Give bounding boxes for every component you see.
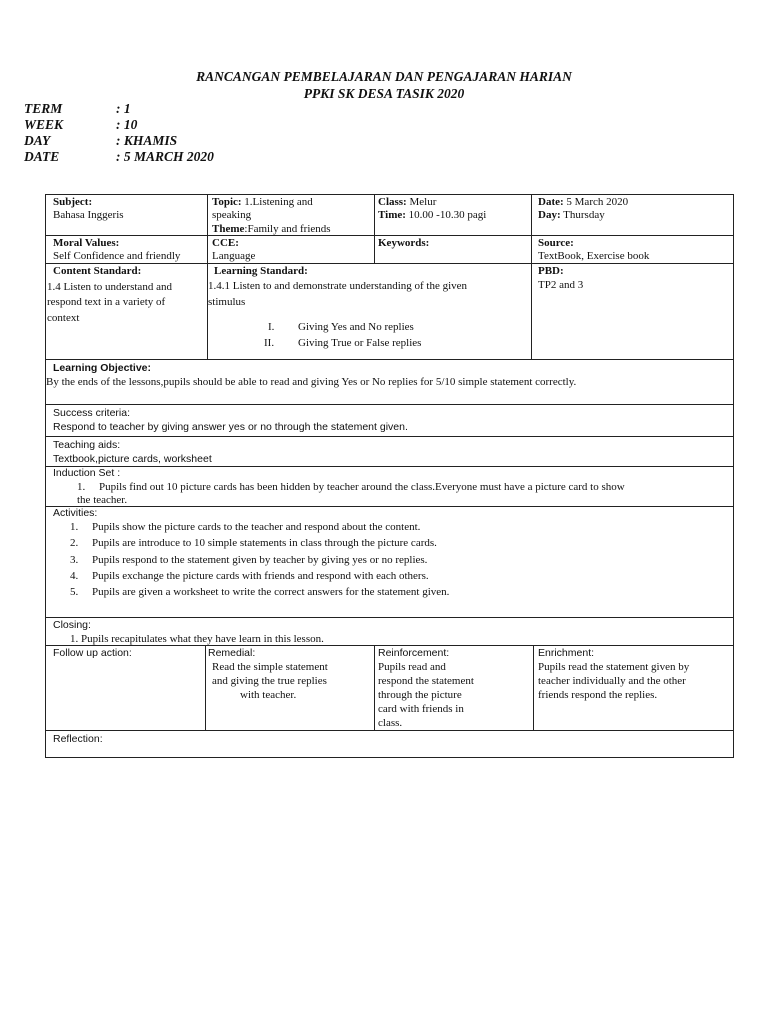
moral-values-value: Self Confidence and friendly: [53, 250, 181, 262]
induction-num: 1.: [77, 481, 86, 493]
col-divider: [207, 194, 208, 360]
reinforcement-label: Reinforcement:: [378, 647, 450, 659]
row-divider: [45, 359, 734, 360]
teaching-aids-text: Textbook,picture cards, worksheet: [53, 453, 212, 465]
day-cell-label: Day:: [538, 209, 561, 221]
day-cell-value: Thursday: [560, 209, 605, 221]
remedial-label: Remedial:: [208, 647, 256, 659]
activity-num: 2.: [70, 537, 79, 549]
theme-value: :Family and friends: [244, 223, 331, 235]
time-field: [378, 208, 486, 222]
row-divider: [45, 436, 734, 437]
activity-item: Pupils are introduce to 10 simple statements in class through the picture cards.: [92, 537, 437, 549]
row-divider: [45, 466, 734, 467]
activity-item: Pupils respond to the statement given by teacher by giving yes or no replies.: [92, 554, 428, 566]
reinforcement-line: Pupils read and: [378, 661, 446, 673]
date-cell-value: 5 March 2020: [563, 196, 629, 208]
theme-label: Theme: [212, 223, 245, 235]
activity-item: Pupils exchange the picture cards with friends and respond with each others.: [92, 570, 429, 582]
learning-standard-label: Learning Standard:: [214, 265, 308, 277]
topic-value: 1.Listening and: [241, 196, 313, 208]
reinforcement-line: card with friends in: [378, 703, 464, 715]
doc-title: RANCANGAN PEMBELAJARAN DAN PENGAJARAN HARIAN: [196, 69, 572, 84]
content-standard-line: respond text in a variety of: [47, 296, 166, 308]
topic-value-cont: speaking: [212, 209, 252, 221]
success-criteria-label: Success criteria:: [53, 407, 131, 419]
pbd-label: PBD:: [538, 265, 564, 277]
day-label: DAY: [24, 133, 51, 148]
activity-num: 1.: [70, 521, 79, 533]
reinforcement-line: class.: [378, 717, 403, 729]
learning-objective-label: Learning Objective:: [53, 362, 152, 374]
theme-field: [212, 222, 331, 236]
term-value: : 1: [116, 101, 131, 116]
date-value: : 5 MARCH 2020: [116, 149, 214, 164]
source-label: Source:: [538, 237, 574, 249]
learning-item-text: Giving True or False replies: [298, 337, 422, 349]
reinforcement-line: through the picture: [378, 689, 462, 701]
closing-text: 1. Pupils recapitulates what they have learn in this lesson.: [70, 633, 324, 645]
activity-num: 5.: [70, 586, 79, 598]
cce-value: Language: [212, 250, 256, 262]
class-value: Melur: [406, 196, 437, 208]
col-divider: [205, 645, 206, 731]
pbd-value: TP2 and 3: [538, 279, 584, 291]
row-divider: [45, 617, 734, 618]
cce-label: CCE:: [212, 237, 239, 249]
follow-up-label: Follow up action:: [53, 647, 132, 659]
enrichment-line: Pupils read the statement given by: [538, 661, 690, 673]
enrichment-line: teacher individually and the other: [538, 675, 686, 687]
date-field: [538, 195, 628, 209]
induction-text: Pupils find out 10 picture cards has been hidden by teacher around the class.Everyone must have a picture card to show: [99, 481, 625, 493]
closing-label: Closing:: [53, 619, 91, 631]
learning-standard-line: stimulus: [208, 296, 246, 308]
learning-item-num: II.: [264, 337, 275, 349]
col-divider: [531, 194, 532, 360]
col-divider: [374, 194, 375, 264]
week-label: WEEK: [24, 117, 64, 132]
induction-text-cont: the teacher.: [77, 494, 128, 506]
doc-subtitle: PPKI SK DESA TASIK 2020: [303, 86, 465, 101]
moral-values-label: Moral Values:: [53, 237, 120, 249]
row-divider: [45, 506, 734, 507]
reinforcement-line: respond the statement: [378, 675, 474, 687]
remedial-line: with teacher.: [240, 689, 297, 701]
content-standard-line: 1.4 Listen to understand and: [47, 281, 172, 293]
row-divider: [45, 404, 734, 405]
success-criteria-text: Respond to teacher by giving answer yes or no through the statement given.: [53, 421, 408, 433]
learning-objective-text: By the ends of the lessons,pupils should be able to read and giving Yes or No replies for 5/10 simple statement correctly.: [46, 376, 577, 388]
learning-item-num: I.: [268, 321, 275, 333]
remedial-line: Read the simple statement: [212, 661, 328, 673]
date-label: DATE: [24, 149, 60, 164]
class-label: Class:: [378, 196, 407, 208]
row-divider: [45, 730, 734, 731]
reflection-label: Reflection:: [53, 733, 103, 745]
induction-set-label: Induction Set :: [53, 467, 121, 479]
enrichment-label: Enrichment:: [538, 647, 595, 659]
date-cell-label: Date:: [538, 196, 564, 208]
remedial-line: and giving the true replies: [212, 675, 327, 687]
topic-label: Topic:: [212, 196, 242, 208]
subject-value: Bahasa Inggeris: [53, 209, 124, 221]
activity-num: 4.: [70, 570, 79, 582]
day-field: [538, 208, 605, 222]
source-value: TextBook, Exercise book: [538, 250, 650, 262]
learning-standard-line: 1.4.1 Listen to and demonstrate understanding of the given: [208, 280, 468, 292]
content-standard-line: context: [47, 312, 80, 324]
topic-field: [212, 195, 313, 209]
activities-label: Activities:: [53, 507, 98, 519]
enrichment-line: friends respond the replies.: [538, 689, 658, 701]
content-standard-label: Content Standard:: [53, 265, 142, 277]
activity-num: 3.: [70, 554, 79, 566]
week-value: : 10: [116, 117, 138, 132]
row-divider: [45, 263, 734, 264]
time-value: 10.00 -10.30 pagi: [405, 209, 487, 221]
learning-item-text: Giving Yes and No replies: [298, 321, 414, 333]
time-label: Time:: [378, 209, 406, 221]
term-label: TERM: [24, 101, 63, 116]
keywords-label: Keywords:: [378, 237, 430, 249]
activity-item: Pupils are given a worksheet to write the correct answers for the statement given.: [92, 586, 450, 598]
class-field: [378, 195, 436, 209]
col-divider: [374, 645, 375, 731]
day-value: : KHAMIS: [116, 133, 178, 148]
activity-item: Pupils show the picture cards to the teacher and respond about the content.: [92, 521, 421, 533]
teaching-aids-label: Teaching aids:: [53, 439, 121, 451]
col-divider: [533, 645, 534, 731]
subject-label: Subject:: [53, 196, 93, 208]
